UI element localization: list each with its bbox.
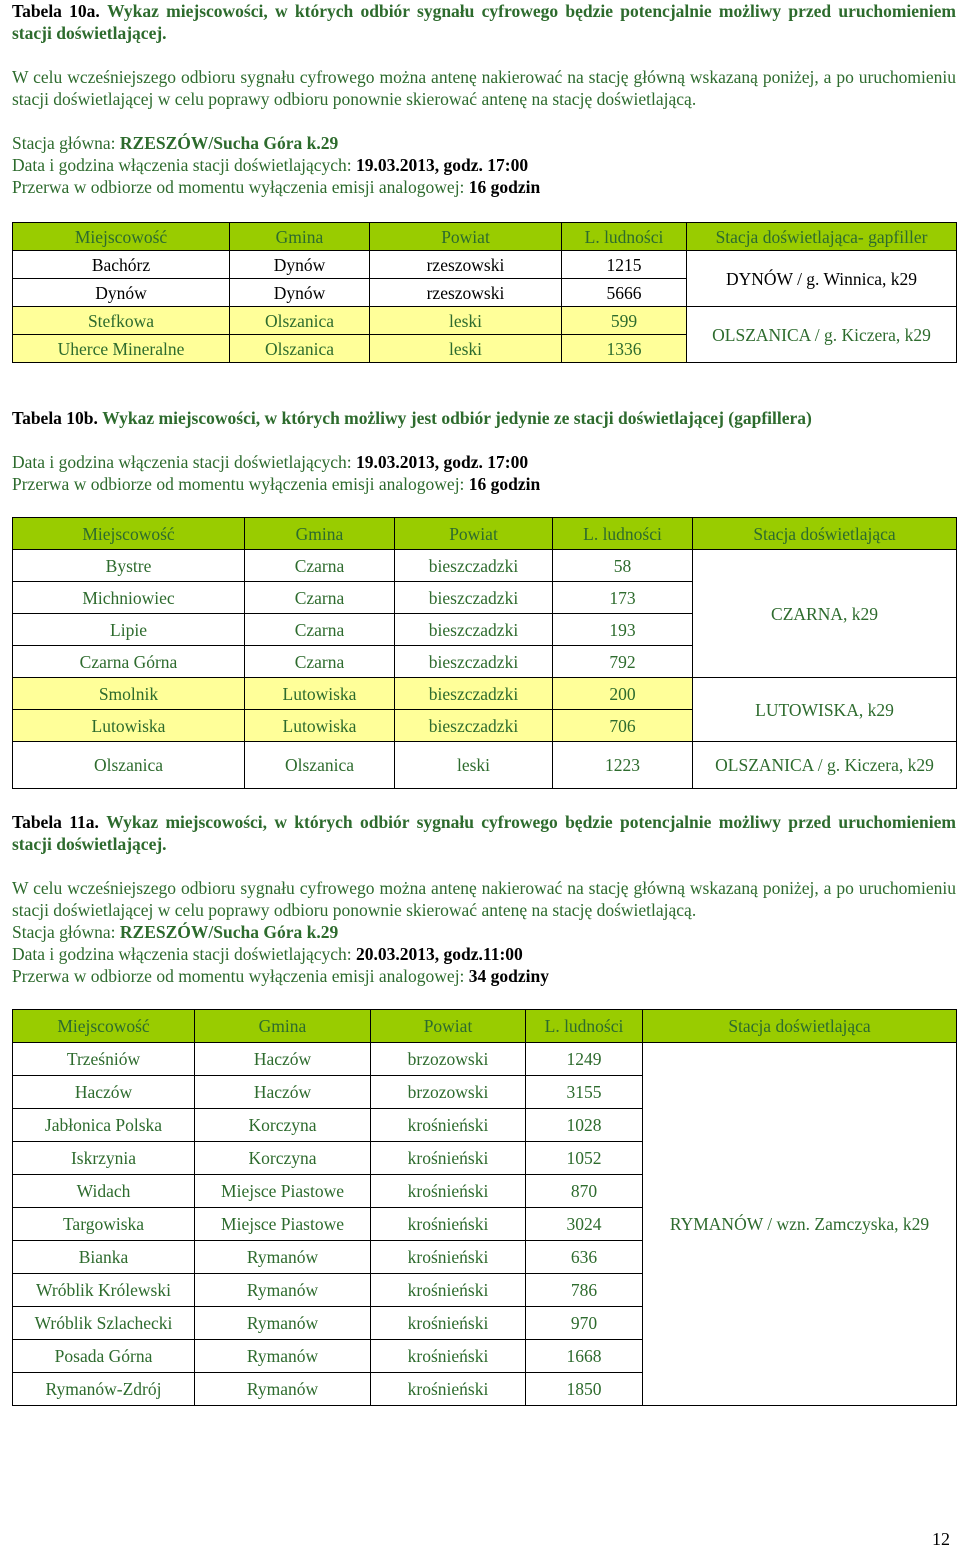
cell: bieszczadzki (395, 614, 553, 646)
station-cell: RYMANÓW / wzn. Zamczyska, k29 (643, 1043, 957, 1406)
heading-10b-label: Tabela 10b. (12, 408, 98, 428)
cell: 5666 (562, 279, 687, 307)
cell: 3024 (526, 1208, 643, 1241)
cell: Iskrzynia (13, 1142, 195, 1175)
cell: krośnieński (371, 1274, 526, 1307)
cell: 1336 (562, 335, 687, 363)
heading-10a (12, 0, 956, 44)
col-header: Miejscowość (13, 223, 230, 251)
date-10a (12, 154, 956, 176)
col-header: Stacja doświetlająca- gapfiller (687, 223, 957, 251)
col-header: L. ludności (553, 518, 693, 550)
break-value: 16 godzin (468, 177, 541, 197)
heading-10b-text: Wykaz miejscowości, w których możliwy jest odbiór jedynie ze stacji doświetlającej (gapfillera) (102, 408, 812, 428)
break-value: 16 godzin (468, 474, 541, 494)
cell: 1028 (526, 1109, 643, 1142)
cell: 786 (526, 1274, 643, 1307)
date-value: 19.03.2013, godz. 17:00 (356, 452, 529, 472)
station-cell: OLSZANICA / g. Kiczera, k29 (693, 742, 957, 789)
cell: 193 (553, 614, 693, 646)
date-label: Data i godzina włączenia stacji doświetlających: (12, 155, 357, 175)
col-header: Stacja doświetlająca (643, 1010, 957, 1043)
cell: Olszanica (13, 742, 245, 789)
spacer (12, 210, 956, 222)
heading-10a-label: Tabela 10a. (12, 1, 100, 21)
main-station-10a (12, 132, 956, 154)
table-row (13, 307, 957, 335)
col-header: Powiat (371, 1010, 526, 1043)
break-label: Przerwa w odbiorze od momentu wyłączenia emisji analogowej: (12, 177, 469, 197)
cell: Haczów (13, 1076, 195, 1109)
table-header-row (13, 1010, 957, 1043)
table-row (13, 678, 957, 710)
cell: leski (395, 742, 553, 789)
cell: Olszanica (245, 742, 395, 789)
spacer (12, 110, 956, 132)
cell: Jabłonica Polska (13, 1109, 195, 1142)
cell: bieszczadzki (395, 710, 553, 742)
cell: Posada Górna (13, 1340, 195, 1373)
cell: Dynów (13, 279, 230, 307)
cell: Wróblik Szlachecki (13, 1307, 195, 1340)
spacer (12, 198, 956, 210)
cell: 792 (553, 646, 693, 678)
col-header: Miejscowość (13, 1010, 195, 1043)
heading-11a-label: Tabela 11a. (12, 812, 99, 832)
cell: 1850 (526, 1373, 643, 1406)
heading-11a (12, 811, 956, 855)
cell: 706 (553, 710, 693, 742)
cell: Rymanów (195, 1274, 371, 1307)
cell: leski (370, 307, 562, 335)
cell: Rymanów (195, 1373, 371, 1406)
cell: krośnieński (371, 1142, 526, 1175)
cell: bieszczadzki (395, 582, 553, 614)
date-value: 19.03.2013, godz. 17:00 (356, 155, 529, 175)
cell: Lutowiska (245, 710, 395, 742)
cell: Widach (13, 1175, 195, 1208)
main-station-value: RZESZÓW/Sucha Góra k.29 (119, 922, 339, 942)
cell: Stefkowa (13, 307, 230, 335)
break-10a (12, 176, 956, 198)
table-11a (12, 1009, 957, 1406)
cell: Smolnik (13, 678, 245, 710)
heading-10b (12, 407, 956, 429)
cell: Bianka (13, 1241, 195, 1274)
break-10b (12, 473, 956, 495)
break-label: Przerwa w odbiorze od momentu wyłączenia emisji analogowej: (12, 966, 469, 986)
spacer (12, 363, 956, 407)
cell: 173 (553, 582, 693, 614)
main-station-label: Stacja główna: (12, 922, 120, 942)
cell: Rymanów (195, 1340, 371, 1373)
table-row (13, 742, 957, 789)
cell: Miejsce Piastowe (195, 1208, 371, 1241)
cell: krośnieński (371, 1109, 526, 1142)
date-label: Data i godzina włączenia stacji doświetlających: (12, 944, 357, 964)
cell: bieszczadzki (395, 646, 553, 678)
cell: 1668 (526, 1340, 643, 1373)
cell: Korczyna (195, 1142, 371, 1175)
cell: Miejsce Piastowe (195, 1175, 371, 1208)
cell: krośnieński (371, 1175, 526, 1208)
cell: brzozowski (371, 1076, 526, 1109)
cell: leski (370, 335, 562, 363)
table-row (13, 1043, 957, 1076)
col-header: Gmina (245, 518, 395, 550)
cell: Rymanów (195, 1307, 371, 1340)
cell: Dynów (230, 251, 370, 279)
cell: Haczów (195, 1076, 371, 1109)
heading-11a-text: Wykaz miejscowości, w których odbiór sygnału cyfrowego będzie potencjalnie możliwy przed uruchomieniem stacji doświetlającej. (12, 812, 956, 854)
cell: 58 (553, 550, 693, 582)
spacer (12, 44, 956, 66)
col-header: L. ludności (526, 1010, 643, 1043)
cell: 970 (526, 1307, 643, 1340)
table-row (13, 251, 957, 279)
col-header: Gmina (230, 223, 370, 251)
col-header: L. ludności (562, 223, 687, 251)
cell: Korczyna (195, 1109, 371, 1142)
cell: krośnieński (371, 1208, 526, 1241)
cell: Olszanica (230, 307, 370, 335)
cell: krośnieński (371, 1340, 526, 1373)
cell: Bystre (13, 550, 245, 582)
cell: Michniowiec (13, 582, 245, 614)
main-station-11a (12, 921, 956, 943)
break-11a (12, 965, 956, 987)
cell: Czarna (245, 550, 395, 582)
cell: bieszczadzki (395, 550, 553, 582)
table-header-row (13, 518, 957, 550)
cell: krośnieński (371, 1307, 526, 1340)
spacer (12, 789, 956, 811)
spacer (12, 855, 956, 877)
cell: 1215 (562, 251, 687, 279)
break-label: Przerwa w odbiorze od momentu wyłączenia emisji analogowej: (12, 474, 469, 494)
cell: Lutowiska (245, 678, 395, 710)
station-cell: CZARNA, k29 (693, 550, 957, 678)
cell: Rymanów-Zdrój (13, 1373, 195, 1406)
page-number: 12 (932, 1529, 950, 1549)
cell: Czarna (245, 614, 395, 646)
break-value: 34 godziny (468, 966, 550, 986)
document-page (12, 0, 956, 1406)
spacer (12, 987, 956, 1009)
cell: rzeszowski (370, 251, 562, 279)
date-10b (12, 451, 956, 473)
col-header: Powiat (395, 518, 553, 550)
date-11a (12, 943, 956, 965)
cell: Bachórz (13, 251, 230, 279)
cell: Targowiska (13, 1208, 195, 1241)
station-cell: LUTOWISKA, k29 (693, 678, 957, 742)
table-row (13, 550, 957, 582)
table-10b (12, 517, 957, 789)
date-label: Data i godzina włączenia stacji doświetlających: (12, 452, 357, 472)
station-cell: DYNÓW / g. Winnica, k29 (687, 251, 957, 307)
intro-10a: W celu wcześniejszego odbioru sygnału cyfrowego można antenę nakierować na stację główną wskazaną poniżej, a po uruchomieniu stacji doświetlającej w celu poprawy odbioru ponownie skierować antenę na stację doświetlającą. (12, 67, 956, 109)
cell: bieszczadzki (395, 678, 553, 710)
col-header: Powiat (370, 223, 562, 251)
cell: Haczów (195, 1043, 371, 1076)
cell: rzeszowski (370, 279, 562, 307)
col-header: Stacja doświetlająca (693, 518, 957, 550)
cell: 200 (553, 678, 693, 710)
cell: Lipie (13, 614, 245, 646)
cell: brzozowski (371, 1043, 526, 1076)
main-station-value: RZESZÓW/Sucha Góra k.29 (119, 133, 339, 153)
cell: Rymanów (195, 1241, 371, 1274)
cell: Lutowiska (13, 710, 245, 742)
intro-11a: W celu wcześniejszego odbioru sygnału cyfrowego można antenę nakierować na stację główną wskazaną poniżej, a po uruchomieniu stacji doświetlającej w celu poprawy odbioru ponownie skierować antenę na stację doświetlającą. (12, 878, 956, 920)
cell: Wróblik Królewski (13, 1274, 195, 1307)
cell: Trześniów (13, 1043, 195, 1076)
col-header: Miejscowość (13, 518, 245, 550)
cell: krośnieński (371, 1241, 526, 1274)
cell: 1052 (526, 1142, 643, 1175)
cell: Czarna Górna (13, 646, 245, 678)
station-cell: OLSZANICA / g. Kiczera, k29 (687, 307, 957, 363)
col-header: Gmina (195, 1010, 371, 1043)
cell: Czarna (245, 646, 395, 678)
cell: 599 (562, 307, 687, 335)
cell: 1223 (553, 742, 693, 789)
cell: Olszanica (230, 335, 370, 363)
cell: 3155 (526, 1076, 643, 1109)
cell: 636 (526, 1241, 643, 1274)
spacer (12, 495, 956, 517)
cell: Dynów (230, 279, 370, 307)
heading-10a-text: Wykaz miejscowości, w których odbiór sygnału cyfrowego będzie potencjalnie możliwy przed uruchomieniem stacji doświetlającej. (12, 1, 956, 43)
table-10a (12, 222, 957, 363)
table-header-row (13, 223, 957, 251)
spacer (12, 429, 956, 451)
main-station-label: Stacja główna: (12, 133, 120, 153)
cell: krośnieński (371, 1373, 526, 1406)
cell: 1249 (526, 1043, 643, 1076)
date-value: 20.03.2013, godz.11:00 (356, 944, 523, 964)
cell: Uherce Mineralne (13, 335, 230, 363)
cell: 870 (526, 1175, 643, 1208)
cell: Czarna (245, 582, 395, 614)
